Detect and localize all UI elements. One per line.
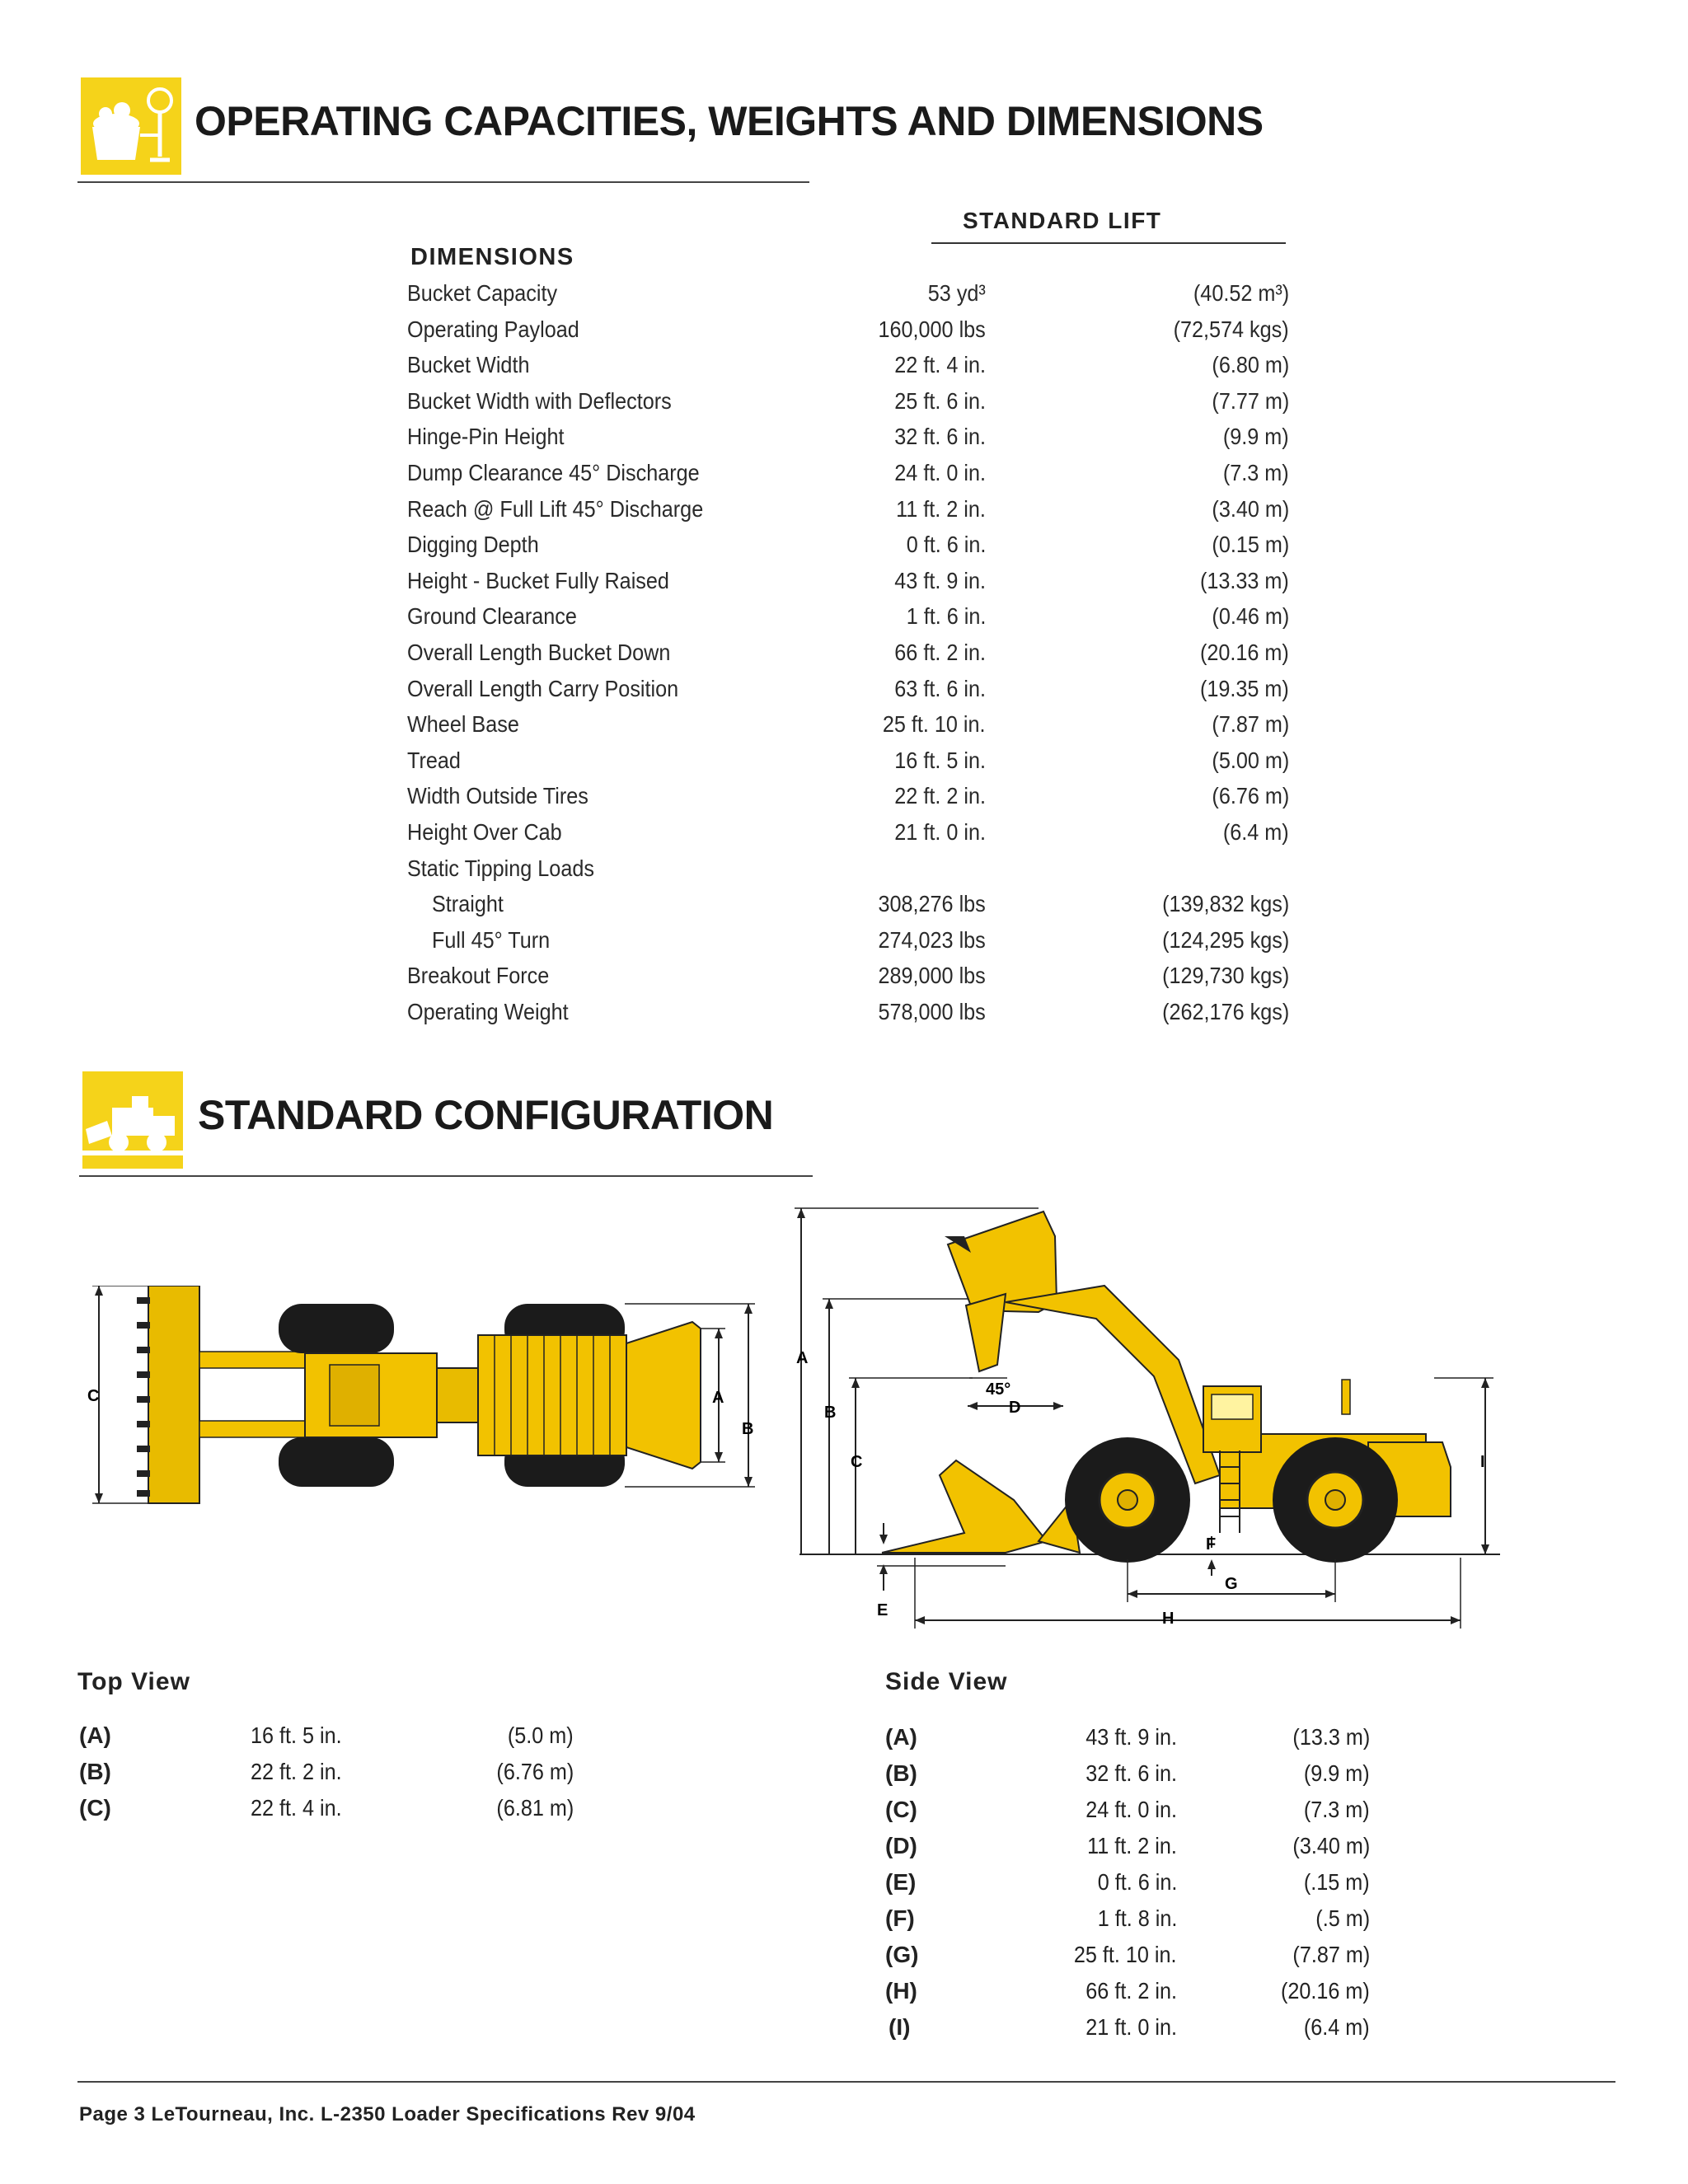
- table-row: [407, 313, 1289, 349]
- dim-label-e: E: [877, 1601, 889, 1619]
- row-imperial: 25 ft. 10 in.: [1074, 1942, 1177, 1967]
- dim-label-i: I: [1480, 1453, 1485, 1471]
- row-imperial: 578,000 lbs: [878, 998, 986, 1024]
- row-imperial: 21 ft. 0 in.: [894, 818, 986, 845]
- table-row: [407, 924, 1289, 960]
- row-imperial: 22 ft. 4 in.: [251, 1795, 342, 1821]
- row-imperial: 66 ft. 2 in.: [1085, 1978, 1177, 2004]
- row-label: Operating Payload: [407, 316, 579, 342]
- row-key: (E): [885, 1869, 917, 1895]
- row-imperial: 25 ft. 6 in.: [894, 387, 986, 414]
- row-imperial: 22 ft. 2 in.: [894, 783, 986, 809]
- row-metric: (262,176 kgs): [1161, 998, 1289, 1024]
- dim-label-b: B: [824, 1404, 837, 1422]
- dim-label-c: C: [851, 1453, 863, 1471]
- row-imperial: 53 yd³: [927, 280, 986, 306]
- row-label: Ground Clearance: [407, 603, 577, 630]
- row-key: (C): [79, 1795, 111, 1821]
- row-metric: (7.87 m): [1212, 711, 1289, 738]
- row-metric: (5.00 m): [1212, 747, 1289, 773]
- dim-label-h: H: [1162, 1610, 1175, 1628]
- row-metric: (0.46 m): [1212, 603, 1289, 630]
- row-metric: (129,730 kgs): [1161, 963, 1289, 989]
- row-imperial: 32 ft. 6 in.: [1085, 1760, 1177, 1786]
- table-section-heading: DIMENSIONS: [410, 244, 574, 270]
- row-label: Operating Weight: [407, 998, 569, 1024]
- side-view-diagram: [791, 1203, 1517, 1632]
- row-imperial: 22 ft. 4 in.: [894, 352, 986, 378]
- dim-label-a: A: [796, 1349, 809, 1367]
- table-row: [407, 420, 1289, 457]
- table-row: [407, 349, 1289, 385]
- table-row: [407, 816, 1289, 852]
- row-metric: (7.77 m): [1212, 387, 1289, 414]
- list-item: [79, 1759, 574, 1795]
- row-metric: (7.87 m): [1292, 1942, 1370, 1967]
- row-key: (A): [885, 1724, 917, 1750]
- row-metric: (20.16 m): [1200, 639, 1289, 665]
- row-metric: (13.33 m): [1200, 567, 1289, 593]
- row-label: Digging Depth: [407, 532, 539, 558]
- list-item: [885, 1833, 1370, 1869]
- row-metric: (20.16 m): [1281, 1978, 1370, 2004]
- table-row: [407, 385, 1289, 421]
- section-rule: [79, 1175, 813, 1177]
- row-imperial: 16 ft. 5 in.: [894, 747, 986, 773]
- row-metric: (139,832 kgs): [1161, 891, 1289, 917]
- row-metric: (7.3 m): [1223, 459, 1289, 485]
- section-title-configuration: STANDARD CONFIGURATION: [198, 1092, 774, 1138]
- row-metric: (9.9 m): [1223, 424, 1289, 450]
- row-label: Overall Length Carry Position: [407, 675, 679, 701]
- row-metric: (72,574 kgs): [1173, 316, 1289, 342]
- row-imperial: 63 ft. 6 in.: [894, 675, 986, 701]
- row-key: (B): [885, 1760, 917, 1786]
- list-item: [79, 1795, 574, 1831]
- table-row: [407, 600, 1289, 636]
- dim-label-g: G: [1225, 1575, 1238, 1593]
- page-footer: Page 3 LeTourneau, Inc. L-2350 Loader Specifications Rev 9/04: [79, 2103, 696, 2125]
- section-title-capacities: OPERATING CAPACITIES, WEIGHTS AND DIMENSIONS: [195, 98, 1264, 144]
- row-label: Bucket Width with Deflectors: [407, 387, 672, 414]
- list-item: [885, 1760, 1370, 1797]
- row-imperial: 11 ft. 2 in.: [896, 495, 986, 522]
- row-metric: (6.76 m): [496, 1759, 574, 1784]
- list-item: [79, 1722, 574, 1759]
- row-label: Hinge-Pin Height: [407, 424, 565, 450]
- row-imperial: 24 ft. 0 in.: [894, 459, 986, 485]
- row-key: (H): [885, 1978, 917, 2004]
- table-row: [407, 636, 1289, 673]
- list-item: [885, 1797, 1370, 1833]
- list-item: [885, 2014, 1370, 2050]
- row-metric: (19.35 m): [1200, 675, 1289, 701]
- row-label: Bucket Capacity: [407, 280, 558, 306]
- row-imperial: 11 ft. 2 in.: [1087, 1833, 1177, 1858]
- row-imperial: 1 ft. 6 in.: [906, 603, 986, 630]
- section-rule: [77, 181, 809, 183]
- table-row: [407, 888, 1289, 924]
- row-label: Height - Bucket Fully Raised: [407, 567, 669, 593]
- row-label: Width Outside Tires: [407, 783, 588, 809]
- row-metric: (3.40 m): [1292, 1833, 1370, 1858]
- dim-label-b: B: [742, 1420, 754, 1438]
- row-metric: (.15 m): [1304, 1869, 1370, 1895]
- dim-label-f: F: [1206, 1535, 1217, 1554]
- row-metric: (6.4 m): [1223, 818, 1289, 845]
- row-key: (I): [889, 2014, 911, 2040]
- row-metric: (40.52 m³): [1193, 280, 1289, 306]
- row-label: Tread: [407, 747, 461, 773]
- row-label: Static Tipping Loads: [407, 855, 594, 881]
- row-imperial: 43 ft. 9 in.: [894, 567, 986, 593]
- row-label: Reach @ Full Lift 45° Discharge: [407, 495, 704, 522]
- side-view-title: Side View: [885, 1668, 1008, 1695]
- list-item: [885, 1905, 1370, 1942]
- row-metric: (7.3 m): [1304, 1797, 1370, 1822]
- row-metric: (6.4 m): [1304, 2014, 1370, 2040]
- table-row: [407, 708, 1289, 744]
- column-header-standard-lift: STANDARD LIFT: [963, 208, 1162, 233]
- row-imperial: 0 ft. 6 in.: [1097, 1869, 1177, 1895]
- row-metric: (6.76 m): [1212, 783, 1289, 809]
- table-row: [407, 673, 1289, 709]
- row-imperial: 16 ft. 5 in.: [251, 1722, 342, 1748]
- row-metric: (3.40 m): [1212, 495, 1289, 522]
- table-row: [407, 457, 1289, 493]
- row-imperial: 274,023 lbs: [878, 926, 986, 953]
- table-row: [407, 852, 1289, 888]
- row-metric: (6.80 m): [1212, 352, 1289, 378]
- row-label: Overall Length Bucket Down: [407, 639, 671, 665]
- row-metric: (6.81 m): [496, 1795, 574, 1821]
- loader-icon: [82, 1071, 183, 1169]
- row-imperial: 22 ft. 2 in.: [251, 1759, 342, 1784]
- row-metric: (5.0 m): [508, 1722, 574, 1748]
- row-key: (D): [885, 1833, 917, 1858]
- row-key: (A): [79, 1722, 111, 1748]
- column-header-rule: [931, 242, 1286, 244]
- top-view-title: Top View: [77, 1668, 190, 1695]
- row-imperial: 43 ft. 9 in.: [1085, 1724, 1177, 1750]
- dim-label-c: C: [87, 1387, 100, 1405]
- table-row: [407, 528, 1289, 565]
- scale-icon: [81, 77, 181, 175]
- table-row: [407, 996, 1289, 1032]
- row-imperial: 66 ft. 2 in.: [894, 639, 986, 665]
- table-row: [407, 959, 1289, 996]
- row-label: Straight: [432, 891, 504, 917]
- table-row: [407, 565, 1289, 601]
- list-item: [885, 1869, 1370, 1905]
- row-imperial: 21 ft. 0 in.: [1085, 2014, 1177, 2040]
- row-imperial: 289,000 lbs: [878, 963, 986, 989]
- dimensions-table: [407, 277, 1289, 1031]
- top-view-diagram: [82, 1286, 775, 1516]
- angle-label: 45°: [986, 1380, 1011, 1399]
- row-label: Dump Clearance 45° Discharge: [407, 459, 700, 485]
- row-key: (C): [885, 1797, 917, 1822]
- list-item: [885, 1978, 1370, 2014]
- row-imperial: 1 ft. 8 in.: [1097, 1905, 1177, 1931]
- row-key: (F): [885, 1905, 915, 1931]
- row-imperial: 308,276 lbs: [878, 891, 986, 917]
- row-imperial: 24 ft. 0 in.: [1085, 1797, 1177, 1822]
- row-imperial: 25 ft. 10 in.: [883, 711, 986, 738]
- list-item: [885, 1724, 1370, 1760]
- row-imperial: 160,000 lbs: [878, 316, 986, 342]
- table-row: [407, 744, 1289, 780]
- dim-label-a: A: [712, 1389, 724, 1407]
- list-item: [885, 1942, 1370, 1978]
- row-metric: (9.9 m): [1304, 1760, 1370, 1786]
- table-row: [407, 277, 1289, 313]
- row-metric: (.5 m): [1315, 1905, 1370, 1931]
- row-label: Bucket Width: [407, 352, 530, 378]
- row-metric: (124,295 kgs): [1161, 926, 1289, 953]
- row-key: (G): [885, 1942, 919, 1967]
- row-imperial: 0 ft. 6 in.: [906, 532, 986, 558]
- row-label: Breakout Force: [407, 963, 550, 989]
- row-metric: (0.15 m): [1212, 532, 1289, 558]
- row-label: Wheel Base: [407, 711, 519, 738]
- row-label: Height Over Cab: [407, 818, 562, 845]
- row-label: Full 45° Turn: [432, 926, 551, 953]
- row-key: (B): [79, 1759, 111, 1784]
- footer-rule: [77, 2081, 1615, 2083]
- dim-label-d: D: [1009, 1399, 1021, 1417]
- table-row: [407, 780, 1289, 816]
- table-row: [407, 493, 1289, 529]
- row-metric: (13.3 m): [1292, 1724, 1370, 1750]
- row-imperial: 32 ft. 6 in.: [894, 424, 986, 450]
